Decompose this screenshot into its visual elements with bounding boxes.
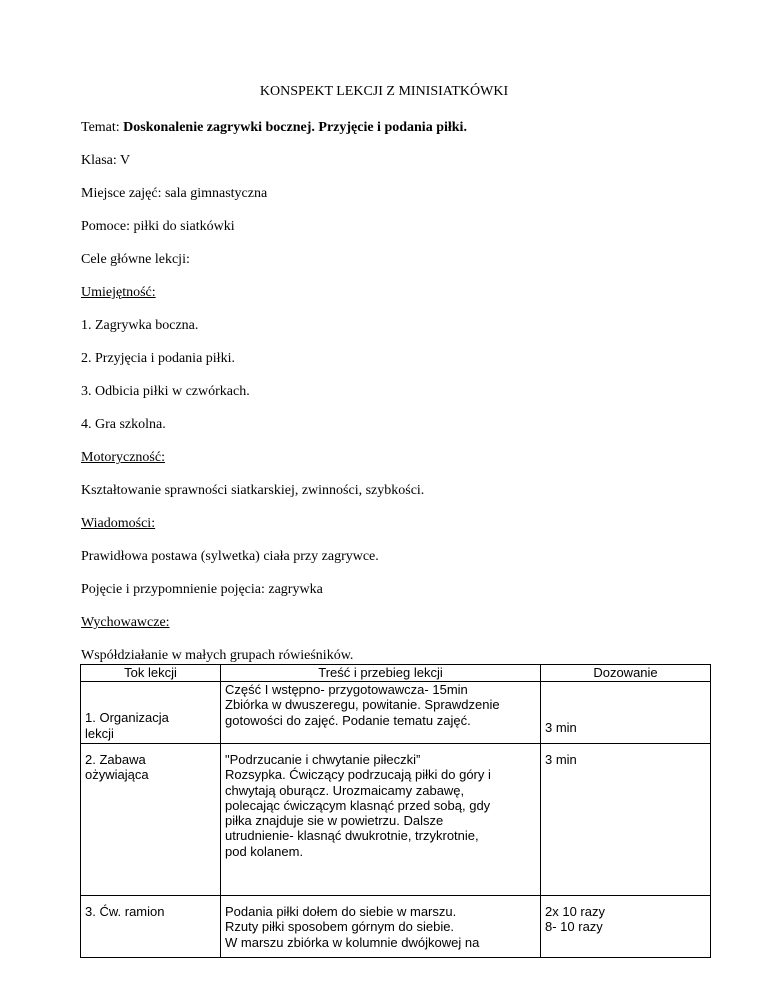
motor-heading: Motoryczność: [81,450,165,465]
page-title: KONSPEKT LEKCJI Z MINISIATKÓWKI [259,84,509,99]
skill-item: 4. Gra szkolna. [81,417,166,432]
content-cell: Podania piłki dołem do siebie w marszu. Rzuty piłki sposobem górnym do siebie. W marszu zbiórka w kolumnie dwójkowej na [221,896,541,958]
table-row [81,896,711,958]
lesson-plan-table [80,664,711,958]
stage-cell: 3. Ćw. ramion [81,896,221,958]
skills-heading: Umiejętność: [81,285,156,300]
dosage-cell: 3 min [541,682,711,744]
upbringing-heading: Wychowawcze: [81,615,170,630]
skill-item: 2. Przyjęcia i podania piłki. [81,351,235,366]
header-dosage: Dozowanie [541,665,711,682]
table-header-row [81,665,711,682]
goals-line: Cele główne lekcji: [81,252,190,267]
topic-value: Doskonalenie zagrywki bocznej. Przyjęcie i podania piłki. [123,120,467,135]
knowledge-item: Pojęcie i przypomnienie pojęcia: zagrywka [81,582,323,597]
aids-line: Pomoce: piłki do siatkówki [81,219,235,234]
content-cell: "Podrzucanie i chwytanie piłeczki” Rozsypka. Ćwiczący podrzucają piłki do góry i chwytają oburącz. Urozmaicamy zabawę, polecając ćwiczącym klasnąć przed sobą, gdy piłka znajduje sie w powietrzu. Dalsze utrudnienie- klasnąć dwukrotnie, trzykrotnie, pod kolanem. [221,744,541,896]
content-cell: Część I wstępno- przygotowawcza- 15min Zbiórka w dwuszeregu, powitanie. Sprawdzenie gotowości do zajęć. Podanie tematu zajęć. [221,682,541,744]
dosage-cell: 3 min [541,744,711,896]
upbringing-text: Współdziałanie w małych grupach rówieśników. [81,648,354,663]
header-content: Treść i przebieg lekcji [221,665,541,682]
knowledge-item: Prawidłowa postawa (sylwetka) ciała przy zagrywce. [81,549,379,564]
stage-cell: 2. Zabawa ożywiająca [81,744,221,896]
class-line: Klasa: V [81,153,131,168]
topic-label: Temat: [81,120,124,135]
table-row [81,744,711,896]
knowledge-heading: Wiadomości: [81,516,156,531]
skill-item: 3. Odbicia piłki w czwórkach. [81,384,250,399]
topic-line [81,120,467,136]
stage-cell: 1. Organizacja lekcji [81,682,221,744]
motor-text: Kształtowanie sprawności siatkarskiej, zwinności, szybkości. [81,483,425,498]
skill-item: 1. Zagrywka boczna. [81,318,199,333]
table-row [81,682,711,744]
place-line: Miejsce zajęć: sala gimnastyczna [81,186,268,201]
dosage-cell: 2x 10 razy 8- 10 razy [541,896,711,958]
header-stage: Tok lekcji [81,665,221,682]
